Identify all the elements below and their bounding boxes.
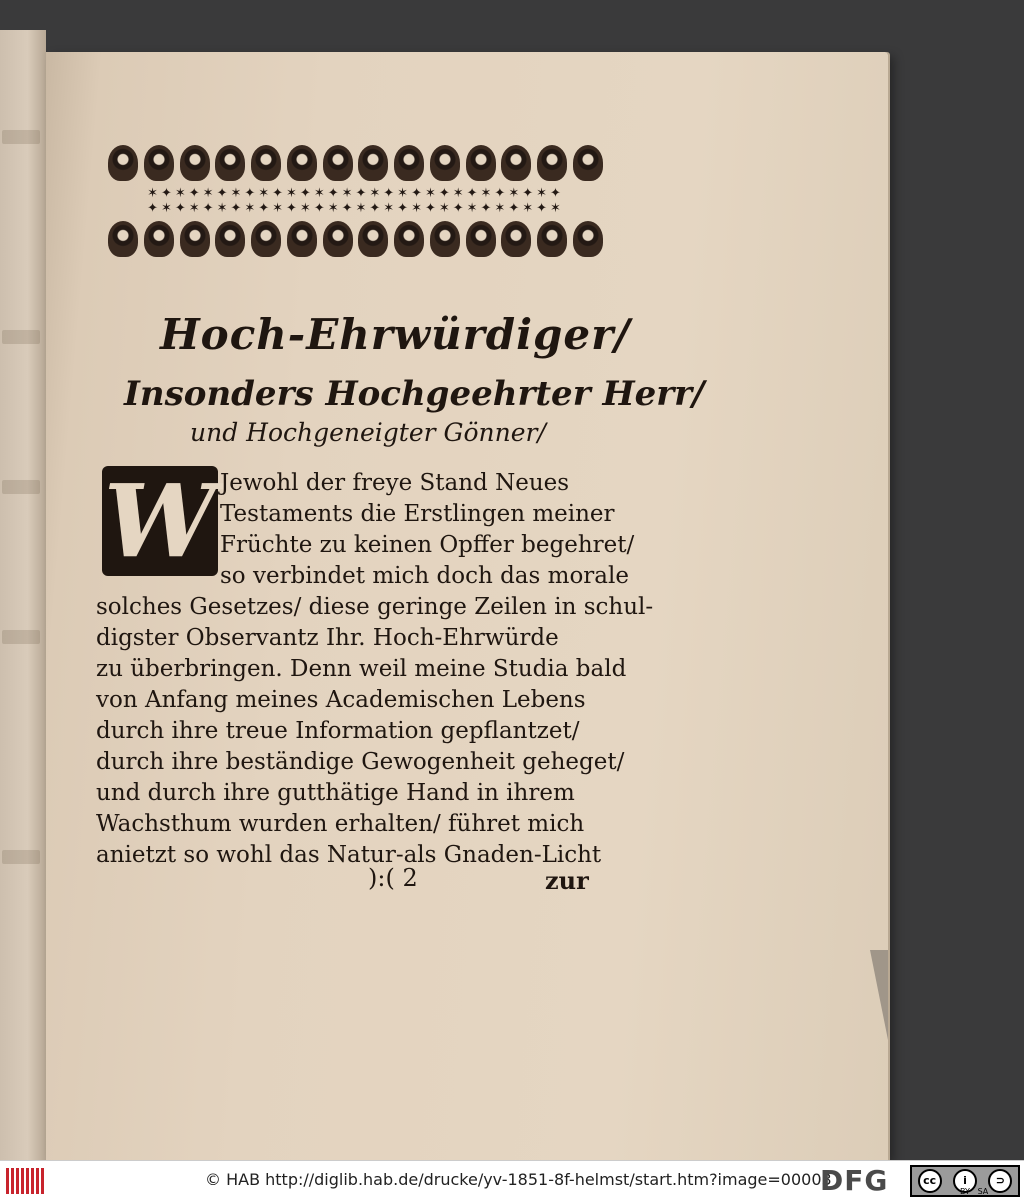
signature-mark: ):( 2 bbox=[368, 864, 418, 892]
by-label: BY bbox=[960, 1187, 970, 1196]
flower-row-bottom bbox=[108, 221, 603, 259]
body-text bbox=[96, 462, 654, 871]
sa-label: SA bbox=[977, 1187, 989, 1196]
page-corner-fold bbox=[870, 950, 888, 1040]
bleed-through-mark bbox=[2, 130, 40, 144]
text-line: Testaments die Erstlingen meiner bbox=[220, 501, 615, 527]
text-line: Früchte zu keinen Opffer begehret/ bbox=[220, 532, 635, 558]
copyright-link[interactable]: © HAB http://diglib.hab.de/drucke/yv-1851-8f-helmst/start.htm?image=00003 bbox=[205, 1170, 832, 1189]
hab-logo-icon bbox=[6, 1168, 44, 1194]
star-band: ✶✦✶✦✶✦✶✦✶✦✶✦✶✦✶✦✶✦✶✦✶✦✶✦✶✦✶✦✶✦ ✦✶✦✶✦✶✦✶✦✶✦✶✦✶✦✶✦✶✦✶✦✶✦✶✦✶✦✶✦✶ bbox=[147, 186, 564, 216]
bleed-through-mark bbox=[2, 330, 40, 344]
text-line: anietzt so wohl das Natur-als Gnaden-Licht bbox=[96, 842, 602, 868]
bleed-through-mark bbox=[2, 480, 40, 494]
text-line: Jewohl der freye Stand Neues bbox=[220, 470, 570, 496]
catchword: zur bbox=[545, 866, 589, 895]
subtitle-line-2: und Hochgeneigter Gönner/ bbox=[190, 418, 546, 447]
license-labels bbox=[960, 1187, 988, 1196]
bleed-through-mark bbox=[2, 630, 40, 644]
text-line: und durch ihre gutthätige Hand in ihrem bbox=[96, 780, 575, 806]
footer-bar bbox=[0, 1160, 1024, 1200]
text-line: so verbindet mich doch das morale bbox=[220, 563, 629, 589]
dfg-logo: DFG bbox=[820, 1164, 889, 1197]
attribution-icon: i bbox=[953, 1169, 977, 1193]
text-line: digster Observantz Ihr. Hoch-Ehrwürde bbox=[96, 625, 559, 651]
page-title: Hoch-Ehrwürdiger/ bbox=[160, 310, 631, 359]
cc-icon: cc bbox=[918, 1169, 942, 1193]
text-line: durch ihre treue Information gepflantzet/ bbox=[96, 718, 580, 744]
share-alike-icon: ⊃ bbox=[988, 1169, 1012, 1193]
text-line: zu überbringen. Denn weil meine Studia bald bbox=[96, 656, 627, 682]
text-line: durch ihre beständige Gewogenheit geheget/ bbox=[96, 749, 625, 775]
flower-row-top bbox=[108, 145, 603, 183]
previous-page-edge bbox=[0, 30, 46, 1160]
subtitle-line-1: Insonders Hochgeehrter Herr/ bbox=[124, 374, 705, 414]
bleed-through-mark bbox=[2, 850, 40, 864]
text-line: solches Gesetzes/ diese geringe Zeilen in schul- bbox=[96, 594, 654, 620]
text-line: von Anfang meines Academischen Lebens bbox=[96, 687, 586, 713]
decorative-headpiece bbox=[108, 145, 603, 260]
drop-cap: W bbox=[103, 462, 217, 580]
text-line: Wachsthum wurden erhalten/ führet mich bbox=[96, 811, 585, 837]
